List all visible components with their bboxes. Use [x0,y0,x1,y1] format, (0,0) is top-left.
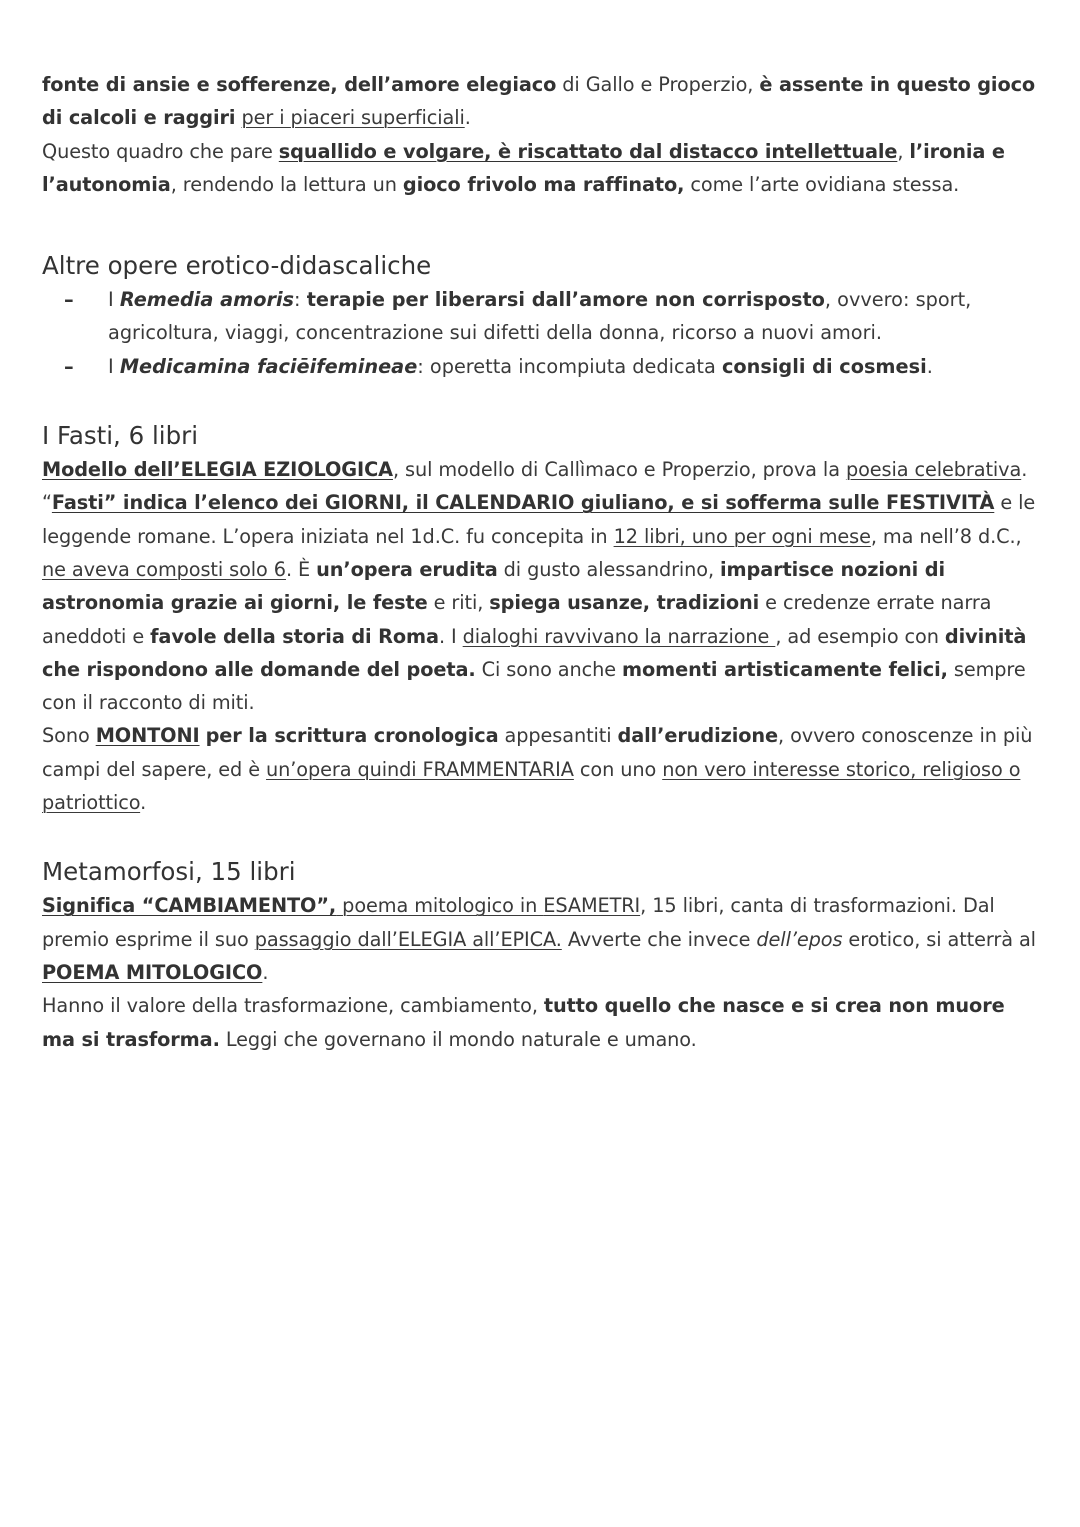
text-run: sempre con il racconto di miti. [42,657,1026,715]
text-run: dell’epos [756,927,843,951]
text-run: non vero interesse storico, religioso o patriottico [42,757,1021,815]
text-run: , ma nell’8 d.C., [870,524,1022,548]
text-run: 12 libri, uno per ogni mese [613,524,871,548]
text-run: un’opera erudita [316,557,498,581]
dash-bullet: – [64,354,74,378]
text-run: I [108,288,120,312]
dash-bullet: – [64,288,74,312]
text-run: impartisce nozioni di astronomia grazie ai giorni, le feste [42,557,946,615]
text-run: poesia celebrativa [845,458,1022,482]
text-run: come l’arte ovidiana stessa. [684,172,960,196]
text-run: dialoghi ravvivano la narrazione [462,624,776,648]
text-run: , ad esempio con [775,624,945,648]
text-run: terapie per liberarsi dall’amore non corrisposto [306,288,825,312]
text-run: , [897,139,910,163]
text-run: di Gallo e Properzio, [556,73,760,96]
text-run: Remedia amoris [119,288,295,312]
text-run: consigli di cosmesi [721,354,927,378]
text-run: Fasti” indica l’elenco dei GIORNI, il CALENDARIO giuliano, e si sofferma sulle FESTIVITÀ [51,491,995,515]
text-run: . [464,106,471,130]
paragraph-quadro-squallido [42,135,1038,202]
text-run: , ovvero: sport, agricoltura, viaggi, concentrazione sui difetti della donna, ricorso a nuovi amori. [108,288,972,345]
paragraph-metamorfosi-significato [42,889,1038,989]
text-run: . [926,354,933,378]
text-run: : [294,288,307,312]
text-run: con uno [573,757,663,781]
heading-metamorfosi: Metamorfosi, 15 libri [42,857,296,887]
text-run: divinità che rispondono alle domande del poeta. [42,624,1027,681]
text-run: e credenze errate narra aneddoti e [42,591,992,648]
text-run: per la scrittura cronologica [205,724,499,748]
text-run: POEMA MITOLOGICO [42,960,263,984]
text-run: . [140,791,147,815]
text-run: gioco frivolo ma raffinato, [402,172,685,196]
text-run: ne aveva composti solo 6 [42,557,286,581]
text-run: favole della storia di Roma [150,624,439,648]
text-run: erotico, si atterrà al [842,927,1036,951]
text-run: dall’erudizione [617,724,779,748]
text-run: e riti, [427,591,490,615]
text-run: Ci sono anche [475,657,623,681]
paragraph-fasti-montoni [42,719,1038,819]
heading-fasti: I Fasti, 6 libri [42,421,199,451]
text-run: ESAMETRI [543,894,641,918]
paragraph-amore-elegiaco [42,68,1038,135]
text-run: di gusto alessandrino, [497,557,721,581]
text-run: “ [42,491,52,515]
text-run: : operetta incompiuta dedicata [417,354,722,378]
list-item-medicamina [42,350,1038,383]
text-run: Hanno il valore della trasformazione, cambiamento, [42,994,544,1018]
text-run: Modello dell’ELEGIA EZIOLOGICA [42,458,393,482]
altre-opere-list [42,283,1038,383]
text-run: Medicamina faciēifemineae [119,354,418,378]
text-run: Avverte che invece [561,927,757,951]
text-run: l’ironia e l’autonomia [42,139,1005,196]
text-run: Leggi che governano il mondo naturale e umano. [219,1027,697,1051]
text-run: . [1021,458,1028,482]
paragraph-metamorfosi-valore [42,989,1038,1056]
list-item-text [108,355,933,378]
text-run: fonte di ansie e sofferenze, dell’amore elegiaco [42,73,557,96]
heading-altre-opere: Altre opere erotico-didascaliche [42,251,432,281]
text-run: . È [285,557,317,581]
text-run: tutto quello che nasce e si crea non muore ma si trasforma. [42,994,1005,1051]
text-run: per i piaceri superficiali [241,106,465,130]
text-run: , sul modello di Callìmaco e Properzio, prova la [392,458,846,482]
text-run: Questo quadro che pare [42,139,279,163]
text-run: , rendendo la lettura un [170,172,403,196]
list-item-text [108,288,971,344]
list-item-remedia-amoris [42,283,1038,350]
text-run: , ovvero conoscenze in più campi del sapere, ed è [42,724,1033,781]
text-run: , 15 libri, canta di trasformazioni. Dal premio esprime il suo [42,894,995,951]
text-run: I [108,354,120,378]
paragraph-fasti-modello [42,453,1038,486]
text-run: e le leggende romane. L’opera iniziata nel 1d.C. fu concepita in [42,491,1036,548]
text-run: . [262,960,269,984]
text-run: MONTONI [95,724,200,748]
text-run: . I [438,624,463,648]
text-run: Sono [42,724,96,748]
text-run: momenti artisticamente felici, [622,657,948,681]
text-run: squallido e volgare, è riscattato dal distacco intellettuale [278,139,898,163]
text-run: Significa “CAMBIAMENTO”, [42,894,337,918]
paragraph-fasti-calendario [42,486,1038,719]
text-run: spiega usanze, tradizioni [489,591,760,615]
text-run: un’opera quindi FRAMMENTARIA [266,757,574,781]
text-run: passaggio dall’ELEGIA all’EPICA. [254,927,562,951]
text-run: poema mitologico in [336,894,544,918]
text-run: è assente in questo gioco di calcoli e raggiri [42,73,1036,130]
text-run: appesantiti [498,724,618,748]
